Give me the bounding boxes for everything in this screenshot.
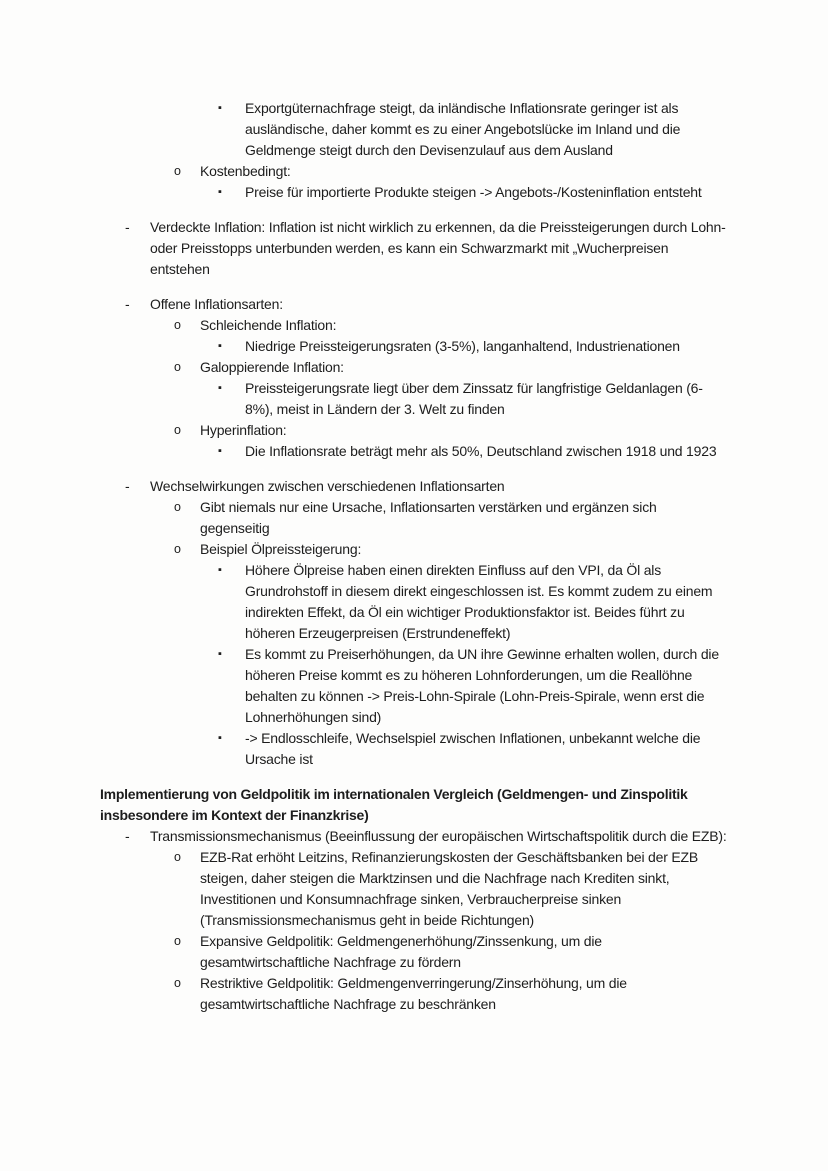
list-item [100, 336, 728, 357]
list-item [100, 931, 728, 973]
bullet-marker: o [174, 360, 181, 374]
list-item-text: Expansive Geldpolitik: Geldmengenerhöhung/Zinssenkung, um die gesamtwirtschaftliche Nachfrage zu fördern [200, 933, 602, 970]
bullet-marker: o [174, 500, 181, 514]
list-item-text: Höhere Ölpreise haben einen direkten Einfluss auf den VPI, da Öl als Grundrohstoff in diesem direkt eingeschlossen ist. Es kommt zudem zu einem indirekten Effekt, da Öl ein wichtiger Produktionsfaktor ist. Beides führt zu höheren Erzeugerpreisen (Erstrundeneffekt) [245, 562, 713, 641]
list-item-text: EZB-Rat erhöht Leitzins, Refinanzierungskosten der Geschäftsbanken bei der EZB steigen, daher steigen die Marktzinsen und die Nachfrage nach Krediten sinkt, Investitionen und Konsumnachfrage sinken, Verbraucherpreise sinken (Transmissionsmechanismus geht in beide Richtungen) [200, 849, 699, 928]
bullet-marker: ▪ [218, 102, 222, 114]
bullet-marker: ▪ [218, 732, 222, 744]
list-item [100, 420, 728, 441]
list-item-text: Gibt niemals nur eine Ursache, Inflationsarten verstärken und ergänzen sich gegenseitig [200, 499, 657, 536]
list-item-text: Die Inflationsrate beträgt mehr als 50%, Deutschland zwischen 1918 und 1923 [245, 443, 717, 459]
list-item-text: Transmissionsmechanismus (Beeinflussung der europäischen Wirtschaftspolitik durch die EZB): [150, 828, 727, 844]
bullet-marker: - [125, 828, 130, 844]
list-item [100, 539, 728, 560]
list-item [100, 560, 728, 644]
document-content [100, 98, 728, 1015]
list-item [100, 826, 728, 847]
bullet-marker: - [125, 219, 130, 235]
list-item-text: Wechselwirkungen zwischen verschiedenen Inflationsarten [150, 478, 505, 494]
list-item [100, 378, 728, 420]
list-item [100, 441, 728, 462]
list-item [100, 182, 728, 203]
list-item-text: Niedrige Preissteigerungsraten (3-5%), langanhaltend, Industrienationen [245, 338, 680, 354]
list-item-text: Exportgüternachfrage steigt, da inländische Inflationsrate geringer ist als ausländische, daher kommt es zu einer Angebotslücke im Inland und die Geldmenge steigt durch den Devisenzulauf aus dem Ausland [245, 100, 681, 158]
list-item [100, 973, 728, 1015]
list-item-text: Hyperinflation: [200, 422, 287, 438]
list-item-text: Galoppierende Inflation: [200, 359, 344, 375]
list-item [100, 217, 728, 280]
list-item-text: Preise für importierte Produkte steigen -> Angebots-/Kosteninflation entsteht [245, 184, 702, 200]
list-item [100, 98, 728, 161]
bullet-marker: o [174, 976, 181, 990]
bullet-marker: o [174, 542, 181, 556]
bullet-marker: ▪ [218, 564, 222, 576]
list-item [100, 294, 728, 315]
list-item-text: Offene Inflationsarten: [150, 296, 283, 312]
bullet-marker: o [174, 850, 181, 864]
bullet-marker: o [174, 934, 181, 948]
bullet-marker: ▪ [218, 340, 222, 352]
list-item-text: Restriktive Geldpolitik: Geldmengenverringerung/Zinserhöhung, um die gesamtwirtschaftliche Nachfrage zu beschränken [200, 975, 627, 1012]
list-item [100, 728, 728, 770]
list-item [100, 315, 728, 336]
list-item-text: Es kommt zu Preiserhöhungen, da UN ihre Gewinne erhalten wollen, durch die höheren Preise kommt es zu höheren Lohnforderungen, um die Reallöhne behalten zu können -> Preis-Lohn-Spirale (Lohn-Preis-Spirale, wenn erst die Lohnerhöhungen sind) [245, 646, 719, 725]
list-item [100, 476, 728, 497]
list-item [100, 497, 728, 539]
bullet-marker: ▪ [218, 648, 222, 660]
list-item-text: Kostenbedingt: [200, 163, 291, 179]
bullet-marker: o [174, 423, 181, 437]
list-item [100, 847, 728, 931]
list-item [100, 357, 728, 378]
bullet-marker: - [125, 296, 130, 312]
bullet-marker: ▪ [218, 445, 222, 457]
bullet-marker: o [174, 318, 181, 332]
list-item [100, 644, 728, 728]
list-item-text: Verdeckte Inflation: Inflation ist nicht wirklich zu erkennen, da die Preissteigerungen durch Lohn- oder Preisstopps unterbunden werden, es kann ein Schwarzmarkt mit „Wucherpreisen entstehen [150, 219, 726, 277]
bullet-marker: - [125, 478, 130, 494]
list-item-text: -> Endlosschleife, Wechselspiel zwischen Inflationen, unbekannt welche die Ursache ist [245, 730, 701, 767]
bullet-marker: ▪ [218, 382, 222, 394]
list-item-text: Preissteigerungsrate liegt über dem Zinssatz für langfristige Geldanlagen (6-8%), meist in Ländern der 3. Welt zu finden [245, 380, 703, 417]
list-item-text: Schleichende Inflation: [200, 317, 337, 333]
bullet-marker: o [174, 164, 181, 178]
list-item-text: Beispiel Ölpreissteigerung: [200, 541, 362, 557]
list-item [100, 161, 728, 182]
section-heading: Implementierung von Geldpolitik im internationalen Vergleich (Geldmengen- und Zinspolitik insbesondere im Kontext der Finanzkrise) [100, 786, 688, 823]
bullet-marker: ▪ [218, 186, 222, 198]
